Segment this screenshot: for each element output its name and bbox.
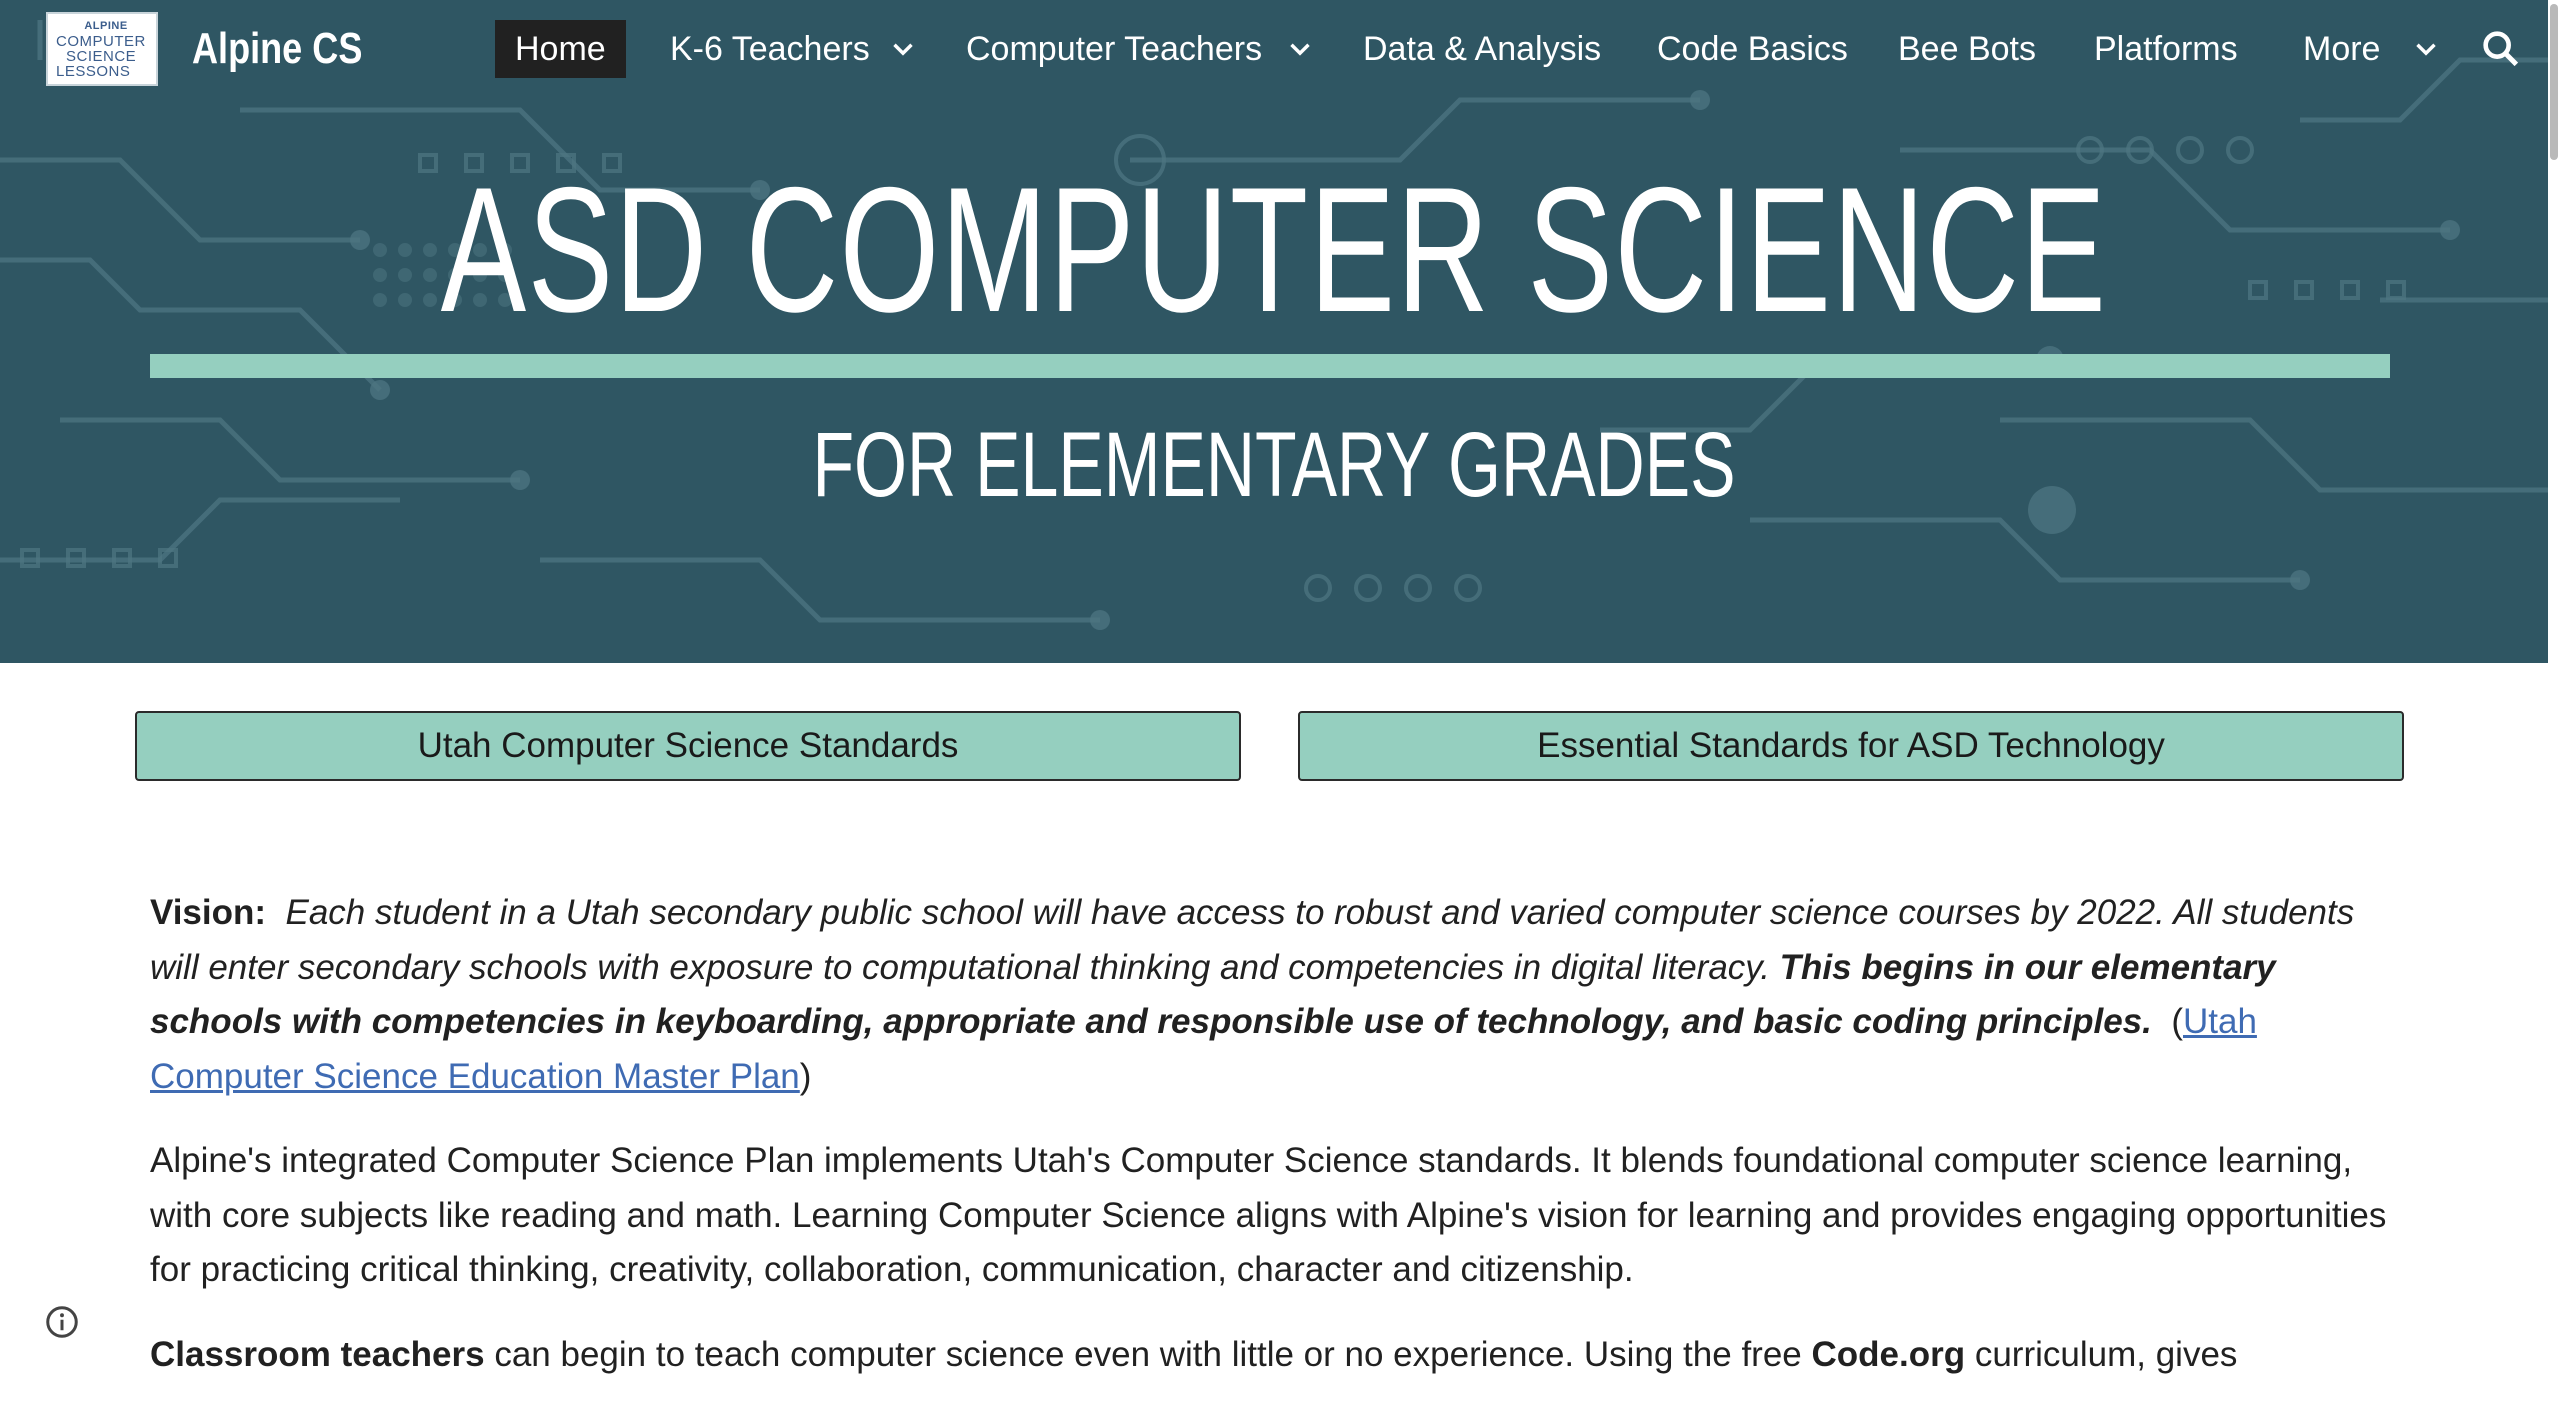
nav-platforms[interactable]: Platforms (2094, 29, 2238, 68)
teachers-text-tail: curriculum, gives (1974, 1334, 2238, 1374)
vision-paragraph: Vision: Each student in a Utah secondary public school will have access to robust and varied computer science courses by 2022. All students will enter secondary schools with exposure to computational thinking and competencies in digital literacy. This begins in our elementary schools with competencies in keyboarding, appropriate and responsible use of technology, and basic coding principles. (Utah Computer Science Education Master Plan) (150, 893, 2355, 1096)
top-navigation (0, 0, 2548, 102)
site-title[interactable]: Alpine CS (192, 24, 363, 73)
nav-computer-teachers[interactable]: Computer Teachers (966, 29, 1263, 68)
plan-paragraph: Alpine's integrated Computer Science Plan implements Utah's Computer Science standards. It blends foundational computer science learning, with core subjects like reading and math. Learning Computer Science aligns with Alpine's vision for learning and provides engaging opportunities for practicing critical thinking, creativity, collaboration, communication, character and citizenship. (150, 1141, 2387, 1289)
essential-standards-button[interactable]: Essential Standards for ASD Technology (1298, 711, 2404, 781)
teachers-text: can begin to teach computer science even with little or no experience. Using the free (494, 1334, 1802, 1374)
logo-line: SCIENCE (66, 48, 137, 65)
nav-more[interactable]: More (2303, 29, 2381, 68)
nav-code-basics[interactable]: Code Basics (1657, 29, 1848, 68)
site-logo[interactable] (46, 12, 158, 86)
hero-divider (150, 354, 2390, 378)
nav-k6-teachers[interactable]: K-6 Teachers (670, 29, 870, 68)
hero-banner (0, 0, 2548, 663)
vision-emphasis: This begins in our elementary schools with competencies in keyboarding, appropriate and responsible use of technology, and basic coding principles. (150, 947, 2276, 1041)
chevron-down-icon[interactable] (886, 32, 920, 66)
nav-home[interactable]: Home (495, 20, 626, 78)
codeorg-label: Code.org (1811, 1334, 1966, 1374)
chevron-down-icon[interactable] (1283, 32, 1317, 66)
nav-bee-bots[interactable]: Bee Bots (1898, 29, 2036, 68)
teachers-label: Classroom teachers (150, 1334, 485, 1374)
nav-data-analysis[interactable]: Data & Analysis (1363, 29, 1602, 68)
logo-line: LESSONS (56, 63, 131, 80)
search-icon[interactable] (2478, 26, 2524, 72)
vision-label: Vision: (150, 893, 267, 932)
info-icon[interactable] (44, 1304, 80, 1340)
vision-text: Each student in a Utah secondary public school will have access to robust and varied computer science courses by 2022. All students will enter secondary schools with exposure to computational thinking and competencies in digital literacy. (150, 893, 2355, 987)
logo-line: ALPINE (84, 20, 128, 32)
main-content (150, 886, 2400, 1412)
utah-cs-standards-button[interactable]: Utah Computer Science Standards (135, 711, 1241, 781)
scrollbar-track[interactable] (2548, 0, 2560, 1387)
master-plan-link[interactable]: Utah Computer Science Education Master Plan (150, 1002, 2257, 1096)
hero-subtitle: FOR ELEMENTARY GRADES (812, 414, 1736, 516)
scrollbar-thumb[interactable] (2550, 4, 2558, 160)
hero-title: ASD COMPUTER SCIENCE (440, 150, 2108, 349)
logo-line: COMPUTER (56, 33, 146, 50)
teachers-paragraph (150, 1328, 2400, 1383)
chevron-down-icon[interactable] (2409, 32, 2443, 66)
